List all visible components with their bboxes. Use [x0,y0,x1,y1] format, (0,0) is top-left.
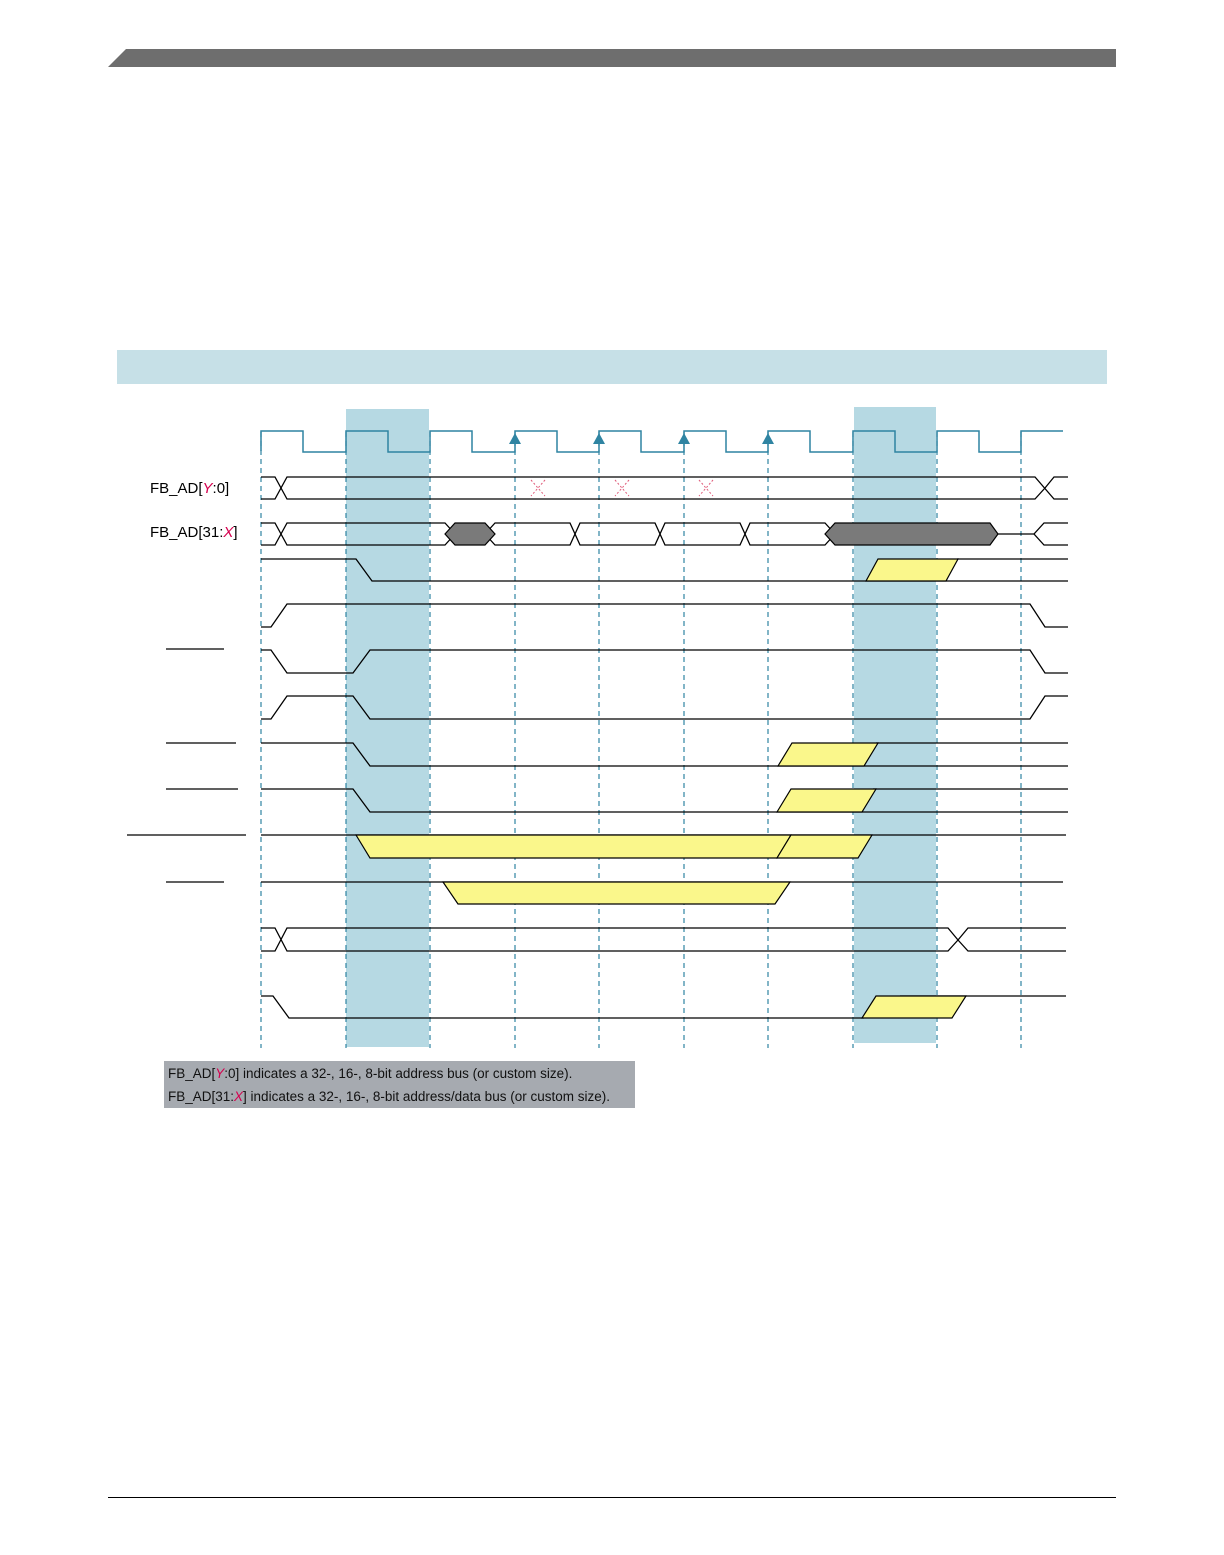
active-low-overbars [127,649,246,882]
address-data-bus-label-accent: X [223,524,234,541]
note-line-1: FB_AD[Y:0] indicates a 32-, 16-, 8-bit address bus (or custom size). [168,1066,573,1081]
address-data-bus-label-prefix: FB_AD[31: [150,524,224,541]
highlight-band-data-phase [854,407,936,1043]
address-bus-label [150,480,229,497]
bus-data-blocks [445,523,998,545]
note-line-2: FB_AD[31:X] indicates a 32-, 16-, 8-bit address/data bus (or custom size). [168,1089,610,1104]
address-data-bus-label [150,524,238,541]
footer-rule [108,1497,1116,1498]
note-box [164,1061,635,1108]
address-bus-label-suffix: :0] [212,480,230,497]
address-bus-label-prefix: FB_AD[ [150,480,203,497]
address-bus-label-accent: Y [202,480,213,497]
sample-marks [531,480,713,496]
address-data-bus-label-suffix: ] [233,524,238,541]
